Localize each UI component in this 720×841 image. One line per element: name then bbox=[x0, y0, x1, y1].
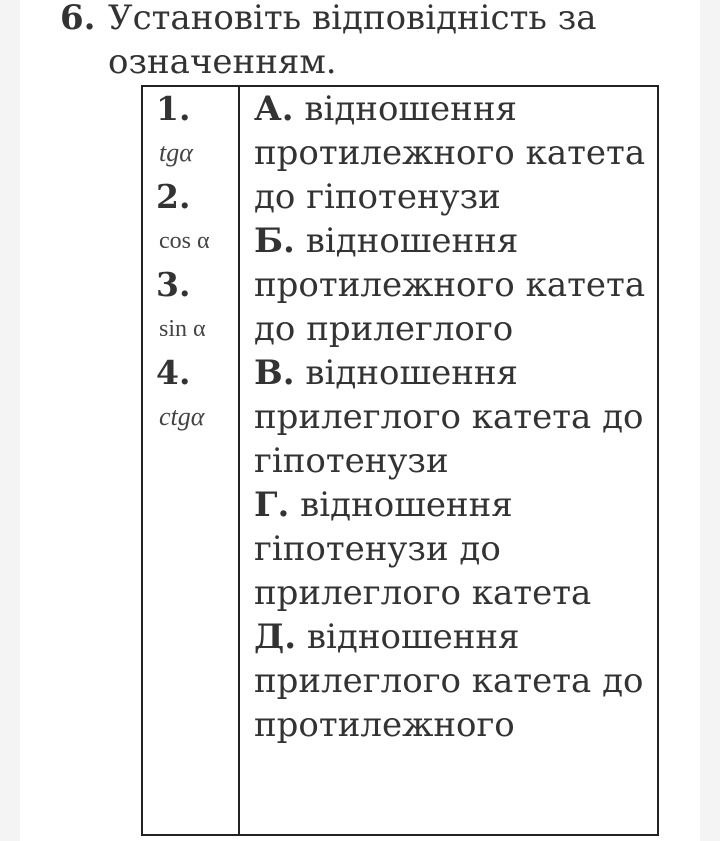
left-item bbox=[156, 351, 236, 439]
option-letter: Г. bbox=[254, 485, 290, 525]
option-text: відношення гіпотенузи до прилеглого катета bbox=[254, 485, 592, 613]
option-b bbox=[254, 219, 654, 351]
option-v bbox=[254, 351, 654, 483]
question-heading bbox=[60, 0, 680, 84]
option-letter: А. bbox=[254, 89, 294, 129]
item-number: 2. bbox=[156, 177, 191, 216]
option-text: відношення протилежного катета до гіпотенузи bbox=[254, 89, 646, 217]
definitions-column bbox=[254, 87, 654, 747]
option-g bbox=[254, 483, 654, 615]
function-formula: sin α bbox=[159, 316, 206, 342]
item-number: 3. bbox=[156, 265, 191, 304]
function-formula: cos α bbox=[159, 228, 210, 254]
option-text: відношення прилеглого катета до протилежного bbox=[254, 617, 644, 745]
option-letter: Д. bbox=[254, 617, 297, 657]
option-text: відношення прилеглого катета до гіпотенузи bbox=[254, 353, 644, 481]
question-number: 6. bbox=[60, 0, 96, 38]
page bbox=[20, 0, 700, 841]
left-item bbox=[156, 175, 236, 263]
option-letter: В. bbox=[254, 353, 295, 393]
matching-table bbox=[141, 85, 659, 836]
item-number: 4. bbox=[156, 353, 191, 392]
column-divider bbox=[238, 87, 240, 834]
option-a bbox=[254, 87, 654, 219]
option-text: відношення протилежного катета до прилеглого bbox=[254, 221, 646, 349]
function-formula: ctgα bbox=[159, 402, 205, 431]
option-letter: Б. bbox=[254, 221, 295, 261]
question-text: Установіть відповідність за означенням. bbox=[108, 0, 597, 82]
left-item bbox=[156, 263, 236, 351]
left-item bbox=[156, 87, 236, 175]
functions-column bbox=[156, 87, 236, 439]
option-d bbox=[254, 615, 654, 747]
function-formula: tgα bbox=[159, 138, 193, 167]
item-number: 1. bbox=[156, 89, 191, 128]
